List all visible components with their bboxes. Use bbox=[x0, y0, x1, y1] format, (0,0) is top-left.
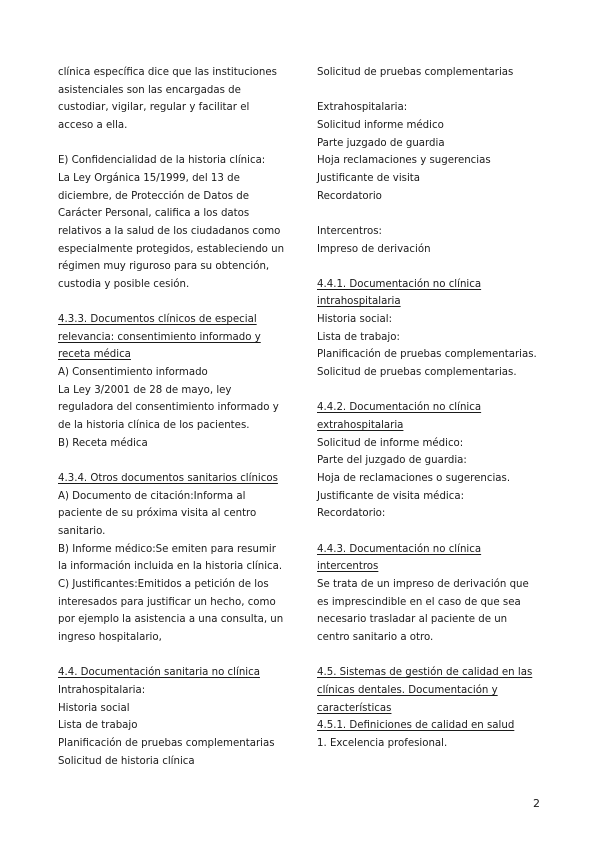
text-line: Solicitud de pruebas complementarias bbox=[317, 67, 514, 78]
blank-line bbox=[317, 647, 539, 665]
text-line: Solicitud de pruebas complementarias. bbox=[317, 367, 517, 379]
blank-line bbox=[58, 452, 284, 470]
blank-line bbox=[317, 82, 539, 100]
text-line: interesados para justificar un hecho, como bbox=[58, 596, 276, 608]
text-line: Carácter Personal, califica a los datos bbox=[58, 208, 250, 220]
text-line: clínica específica dice que las instituciones bbox=[58, 67, 277, 78]
section-heading-line: 4.3.3. Documentos clínicos de especial bbox=[58, 314, 257, 326]
page-number: 2 bbox=[533, 797, 540, 810]
text-line: B) Receta médica bbox=[58, 437, 148, 449]
text-line: Planificación de pruebas complementarias bbox=[58, 737, 275, 749]
text-line: Solicitud de informe médico: bbox=[317, 437, 464, 449]
text-line: Intercentros: bbox=[317, 225, 382, 237]
text-line: Impreso de derivación bbox=[317, 243, 431, 255]
text-line: E) Confidencialidad de la historia clínica: bbox=[58, 155, 266, 167]
section-heading-line: relevancia: consentimiento informado y bbox=[58, 331, 261, 343]
text-line: Justificante de visita médica: bbox=[317, 490, 465, 502]
blank-line bbox=[58, 647, 284, 665]
section-heading-line: 4.4. Documentación sanitaria no clínica bbox=[58, 667, 260, 679]
text-line: 1. Excelencia profesional. bbox=[317, 737, 448, 749]
text-line: Historia social: bbox=[317, 314, 393, 326]
text-line: Hoja reclamaciones y sugerencias bbox=[317, 155, 491, 167]
text-line: Recordatorio bbox=[317, 190, 382, 202]
left-column bbox=[58, 64, 284, 770]
text-line: Hoja de reclamaciones o sugerencias. bbox=[317, 473, 511, 485]
section-heading-line: intrahospitalaria bbox=[317, 296, 401, 308]
section-heading-line: 4.3.4. Otros documentos sanitarios clínicos bbox=[58, 473, 278, 485]
text-line: régimen muy riguroso para su obtención, bbox=[58, 261, 270, 273]
text-line: Parte juzgado de guardia bbox=[317, 137, 445, 149]
section-heading-line: 4.4.3. Documentación no clínica bbox=[317, 543, 482, 555]
section-heading-line: intercentros bbox=[317, 561, 379, 573]
text-line: relativos a la salud de los ciudadanos como bbox=[58, 225, 281, 237]
text-line: ingreso hospitalario, bbox=[58, 631, 162, 643]
text-line: Se trata de un impreso de derivación que bbox=[317, 578, 529, 590]
text-line: centro sanitario a otro. bbox=[317, 631, 434, 643]
blank-line bbox=[317, 382, 539, 400]
section-heading-line: extrahospitalaria bbox=[317, 420, 404, 432]
text-line: La Ley 3/2001 de 28 de mayo, ley bbox=[58, 384, 232, 396]
text-line: Solicitud de historia clínica bbox=[58, 755, 195, 767]
blank-line bbox=[58, 294, 284, 312]
blank-line bbox=[317, 523, 539, 541]
text-line: custodiar, vigilar, regular y facilitar el bbox=[58, 102, 250, 114]
text-line: Solicitud informe médico bbox=[317, 119, 444, 131]
text-line: diciembre, de Protección de Datos de bbox=[58, 190, 250, 202]
text-line: necesario trasladar al paciente de un bbox=[317, 614, 508, 626]
blank-line bbox=[58, 135, 284, 153]
text-line: Lista de trabajo bbox=[58, 720, 138, 732]
blank-line bbox=[317, 205, 539, 223]
text-line: paciente de su próxima visita al centro bbox=[58, 508, 257, 520]
text-line: Planificación de pruebas complementarias. bbox=[317, 349, 537, 361]
text-line: Intrahospitalaria: bbox=[58, 684, 146, 696]
text-line: C) Justificantes:Emitidos a petición de los bbox=[58, 578, 269, 590]
text-line: sanitario. bbox=[58, 526, 106, 538]
blank-line bbox=[317, 258, 539, 276]
text-line: Extrahospitalaria: bbox=[317, 102, 408, 114]
text-line: Justificante de visita bbox=[317, 172, 421, 184]
text-line: B) Informe médico:Se emiten para resumir bbox=[58, 543, 276, 555]
section-heading-line: características bbox=[317, 702, 392, 714]
section-heading-line: clínicas dentales. Documentación y bbox=[317, 684, 498, 696]
text-line: La Ley Orgánica 15/1999, del 13 de bbox=[58, 172, 240, 184]
section-heading-line: 4.4.2. Documentación no clínica bbox=[317, 402, 482, 414]
text-line: Recordatorio: bbox=[317, 508, 386, 520]
text-line: Historia social bbox=[58, 702, 130, 714]
section-heading-line: 4.4.1. Documentación no clínica bbox=[317, 278, 482, 290]
text-line: reguladora del consentimiento informado y bbox=[58, 402, 279, 414]
text-line: A) Consentimiento informado bbox=[58, 367, 208, 379]
right-column bbox=[317, 64, 539, 753]
section-heading-line: 4.5.1. Definiciones de calidad en salud bbox=[317, 720, 515, 732]
text-line: la información incluida en la historia clínica. bbox=[58, 561, 283, 573]
text-line: Lista de trabajo: bbox=[317, 331, 400, 343]
text-line: especialmente protegidos, estableciendo un bbox=[58, 243, 285, 255]
text-line: Parte del juzgado de guardia: bbox=[317, 455, 467, 467]
section-heading-line: 4.5. Sistemas de gestión de calidad en las bbox=[317, 667, 533, 679]
text-line: A) Documento de citación:Informa al bbox=[58, 490, 246, 502]
text-line: por ejemplo la asistencia a una consulta, un bbox=[58, 614, 284, 626]
section-heading-line: receta médica bbox=[58, 349, 131, 361]
text-line: es imprescindible en el caso de que sea bbox=[317, 596, 521, 608]
text-line: acceso a ella. bbox=[58, 119, 128, 131]
text-line: custodia y posible cesión. bbox=[58, 278, 190, 290]
text-line: de la historia clínica de los pacientes. bbox=[58, 420, 250, 432]
text-line: asistenciales son las encargadas de bbox=[58, 84, 241, 96]
